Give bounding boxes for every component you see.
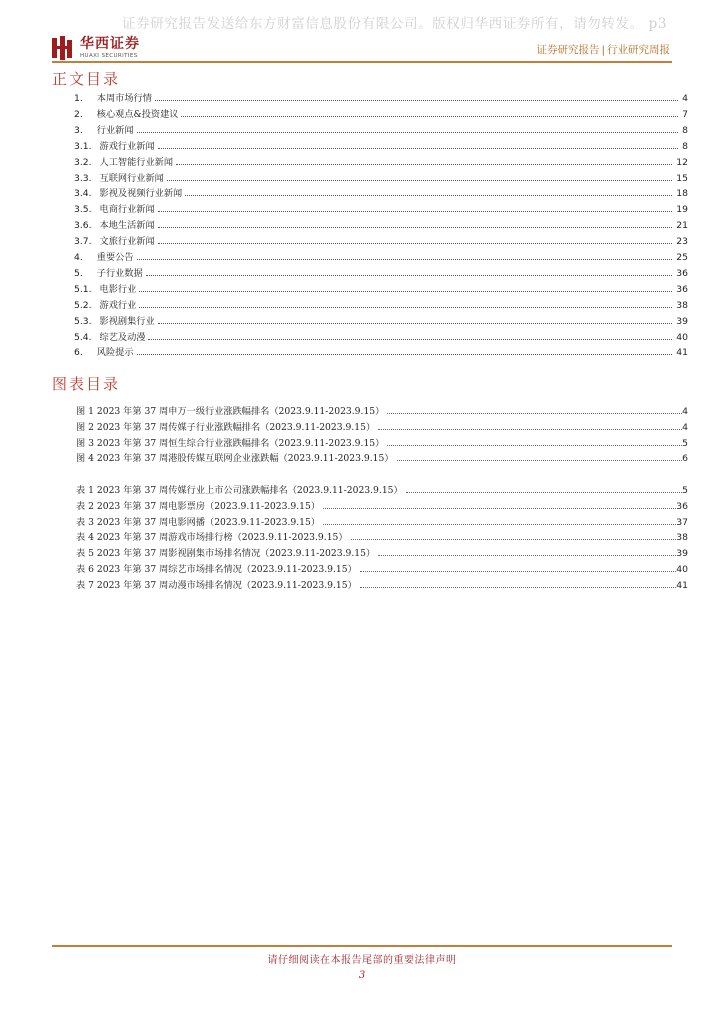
toc-entry-title: 本地生活新闻	[99, 220, 155, 232]
table-entry-label: 表 5 2023 年第 37 周影视剧集市场排名情况（2023.9.11-2023.9.15）	[76, 548, 376, 560]
toc-entry-page: 8	[682, 140, 688, 152]
chart-leader-dots	[397, 460, 683, 461]
toc-entry-page: 8	[682, 124, 688, 136]
table-entry-label: 表 4 2023 年第 37 周游戏市场排行榜（2023.9.11-2023.9.15）	[76, 532, 348, 544]
table-entry-label: 表 7 2023 年第 37 周动漫市场排名情况（2023.9.11-2023.9.15）	[76, 579, 357, 591]
toc-entry-number: 3.3.	[74, 172, 92, 184]
chart-leader-dots	[378, 429, 682, 430]
toc-entry-number: 2.	[74, 108, 83, 120]
toc-entry-number: 3.	[74, 124, 83, 136]
toc-entry-title: 影视剧集行业	[99, 315, 155, 327]
table-entry[interactable]	[76, 527, 688, 543]
toc-entry-title: 子行业数据	[96, 267, 143, 279]
toc-entry[interactable]	[74, 279, 688, 295]
page-number: 3	[358, 970, 366, 981]
toc-entry-number: 5.2.	[74, 299, 92, 311]
toc-entry-title: 风险提示	[96, 347, 134, 359]
toc-entry-label	[74, 329, 148, 343]
toc-entry-title: 人工智能行业新闻	[99, 156, 174, 168]
toc-entry-title: 互联网行业新闻	[99, 172, 164, 184]
toc-entry-title: 游戏行业	[99, 299, 137, 311]
huaxi-logo	[52, 36, 140, 60]
chart-entry-label: 图 2 2023 年第 37 周传媒子行业涨跌幅排名（2023.9.11-2023.9.15）	[76, 421, 376, 433]
watermark-text: 证券研究报告发送给东方财富信息股份有限公司。版权归华西证券所有，请勿转发。 p3	[122, 16, 668, 32]
toc-leader-dots	[158, 243, 673, 244]
toc-entry-label	[74, 90, 155, 104]
toc-entry-page: 15	[676, 172, 688, 184]
footer-divider-line	[52, 945, 672, 947]
toc-entry-title: 重要公告	[96, 252, 134, 263]
toc-entry-title: 综艺及动漫	[99, 331, 146, 343]
toc-entry-label	[74, 344, 137, 358]
table-entry-label: 表 3 2023 年第 37 周电影网播（2023.9.11-2023.9.15）	[76, 516, 321, 528]
toc-entry-number: 3.4.	[74, 188, 92, 200]
header-divider: |	[601, 44, 605, 56]
toc-entry-number: 6.	[74, 347, 83, 359]
toc-entry[interactable]	[74, 168, 688, 184]
table-leader-dots	[360, 587, 677, 588]
chart-entry[interactable]	[76, 448, 688, 464]
table-entry-page: 39	[676, 548, 688, 560]
toc-entry-page: 18	[676, 188, 688, 200]
table-entry[interactable]	[76, 559, 688, 575]
table-leader-dots	[406, 492, 682, 493]
chart-entry-label: 图 3 2023 年第 37 周恒生综合行业涨跌幅排名（2023.9.11-2023.9.15）	[76, 437, 385, 449]
chart-leader-dots	[387, 445, 682, 446]
toc-entry-number: 3.5.	[74, 204, 92, 216]
toc-entry-title: 本周市场行情	[96, 93, 152, 104]
table-entry-page: 36	[676, 500, 688, 512]
toc-entry-title: 行业新闻	[96, 124, 134, 136]
toc-leader-dots	[158, 323, 673, 324]
table-entry-page: 41	[676, 579, 688, 591]
toc-entry[interactable]	[74, 327, 688, 343]
toc-entry-number: 5.	[74, 267, 83, 279]
toc-entry[interactable]	[74, 231, 688, 247]
header-divider-line	[52, 61, 672, 63]
toc-leader-dots	[137, 259, 673, 260]
toc-entry[interactable]	[74, 199, 688, 215]
toc-entry-label	[74, 170, 167, 184]
toc-entry-page: 36	[676, 267, 688, 279]
table-leader-dots	[323, 524, 676, 525]
toc-entry[interactable]	[74, 215, 688, 231]
toc-leader-dots	[167, 180, 672, 181]
toc-leader-dots	[158, 211, 673, 212]
toc-entry[interactable]	[74, 104, 688, 120]
figures-section-title: 图表目录	[52, 375, 121, 393]
logo-name-en: HUAXI SECURITIES	[80, 53, 138, 59]
table-leader-dots	[323, 508, 676, 509]
toc-section-title: 正文目录	[52, 70, 121, 88]
toc-entry-number: 3.6.	[74, 220, 92, 232]
report-type-header	[536, 42, 670, 57]
toc-entry-label	[74, 233, 158, 247]
toc-entry-label	[74, 313, 158, 327]
table-entry[interactable]	[76, 512, 688, 528]
chart-entry[interactable]	[76, 433, 688, 449]
table-leader-dots	[360, 571, 677, 572]
toc-entry-title: 游戏行业新闻	[99, 140, 155, 152]
huaxi-logo-icon	[52, 36, 74, 60]
chart-entry-page: 6	[682, 453, 688, 465]
toc-entry-label	[74, 138, 158, 152]
table-entry-page: 5	[682, 485, 688, 496]
toc-entry-page: 41	[676, 347, 688, 359]
header-report-category: 证券研究报告	[536, 44, 600, 56]
toc-entry-page: 19	[676, 204, 688, 216]
toc-entry-title: 核心观点&投资建议	[96, 108, 179, 120]
toc-entry-page: 25	[676, 252, 688, 263]
toc-entry-number: 5.3.	[74, 315, 92, 327]
table-entry-label: 表 1 2023 年第 37 周传媒行业上市公司涨跌幅排名（2023.9.11-2023.9.15）	[76, 485, 403, 496]
toc-entry-label	[74, 281, 139, 295]
table-entry[interactable]	[76, 575, 688, 591]
chart-entry-page: 4	[682, 421, 688, 433]
chart-leader-dots	[387, 413, 682, 414]
table-entry-page: 40	[676, 564, 688, 575]
toc-leader-dots	[185, 195, 672, 196]
toc-entry-page: 40	[676, 331, 688, 343]
toc-entry-title: 文旅行业新闻	[99, 236, 155, 248]
toc-entry-label	[74, 201, 158, 215]
chart-entry[interactable]	[76, 401, 688, 417]
toc-entry[interactable]	[74, 183, 688, 199]
logo-name-cn: 华西证券	[80, 36, 140, 52]
toc-leader-dots	[176, 164, 672, 165]
toc-leader-dots	[181, 116, 678, 117]
toc-entry[interactable]	[74, 247, 688, 263]
table-entry-label: 表 6 2023 年第 37 周综艺市场排名情况（2023.9.11-2023.9.15）	[76, 564, 357, 575]
toc-leader-dots	[139, 307, 672, 308]
toc-leader-dots	[158, 148, 678, 149]
toc-entry-page: 39	[676, 315, 688, 327]
table-entry-page: 37	[676, 516, 688, 528]
table-entry-label: 表 2 2023 年第 37 周电影票房（2023.9.11-2023.9.15）	[76, 500, 321, 512]
toc-entry-page: 7	[682, 108, 688, 120]
table-entry[interactable]	[76, 543, 688, 559]
toc-entry-title: 电商行业新闻	[99, 204, 155, 216]
toc-leader-dots	[148, 339, 672, 340]
toc-entry-number: 5.4.	[74, 331, 92, 343]
toc-entry-label	[74, 297, 139, 311]
toc-leader-dots	[137, 132, 679, 133]
chart-entry-label: 图 1 2023 年第 37 周申万一级行业涨跌幅排名（2023.9.11-2023.9.15）	[76, 406, 385, 417]
table-leader-dots	[378, 555, 676, 556]
table-entry[interactable]	[76, 496, 688, 512]
toc-entry-page: 38	[676, 299, 688, 311]
toc-entry-number: 5.1.	[74, 283, 92, 295]
toc-entry-page: 21	[676, 220, 688, 232]
toc-entry-page: 23	[676, 236, 688, 248]
toc-entry-label	[74, 106, 181, 120]
toc-entry-number: 1.	[74, 93, 83, 104]
toc-entry-page: 36	[676, 283, 688, 295]
toc-entry-number: 3.1.	[74, 140, 92, 152]
header-report-subtype: 行业研究周报	[607, 44, 670, 56]
toc-entry-label	[74, 185, 185, 199]
toc-entry-label	[74, 122, 137, 136]
toc-leader-dots	[146, 275, 673, 276]
toc-entry[interactable]	[74, 342, 688, 358]
toc-entry-page: 12	[676, 156, 688, 168]
toc-entry[interactable]	[74, 88, 688, 104]
toc-entry-number: 3.2.	[74, 156, 92, 168]
table-entry-page: 38	[676, 532, 688, 544]
toc-leader-dots	[158, 227, 673, 228]
toc-entry-label	[74, 265, 146, 279]
toc-leader-dots	[155, 100, 678, 101]
table-leader-dots	[351, 539, 677, 540]
toc-entry-number: 3.7.	[74, 236, 92, 248]
legal-disclaimer: 请仔细阅读在本报告尾部的重要法律声明	[267, 955, 457, 966]
chart-entry-label: 图 4 2023 年第 37 周港股传媒互联网企业涨跌幅（2023.9.11-2023.9.15）	[76, 453, 394, 465]
toc-entry[interactable]	[74, 120, 688, 136]
toc-entry[interactable]	[74, 152, 688, 168]
chart-entry-page: 5	[682, 437, 688, 449]
chart-entry-page: 4	[682, 406, 688, 417]
toc-entry-page: 4	[682, 93, 688, 104]
toc-entry-number: 4.	[74, 252, 83, 263]
toc-entry[interactable]	[74, 263, 688, 279]
toc-entry[interactable]	[74, 311, 688, 327]
toc-leader-dots	[137, 354, 673, 355]
toc-entry-label	[74, 249, 137, 263]
table-entry[interactable]	[76, 480, 688, 496]
toc-entry-title: 电影行业	[99, 283, 137, 295]
toc-leader-dots	[139, 291, 672, 292]
toc-entry-title: 影视及视频行业新闻	[99, 188, 183, 200]
toc-entry[interactable]	[74, 136, 688, 152]
chart-entry[interactable]	[76, 417, 688, 433]
toc-entry[interactable]	[74, 295, 688, 311]
toc-entry-label	[74, 217, 158, 231]
toc-entry-label	[74, 154, 176, 168]
